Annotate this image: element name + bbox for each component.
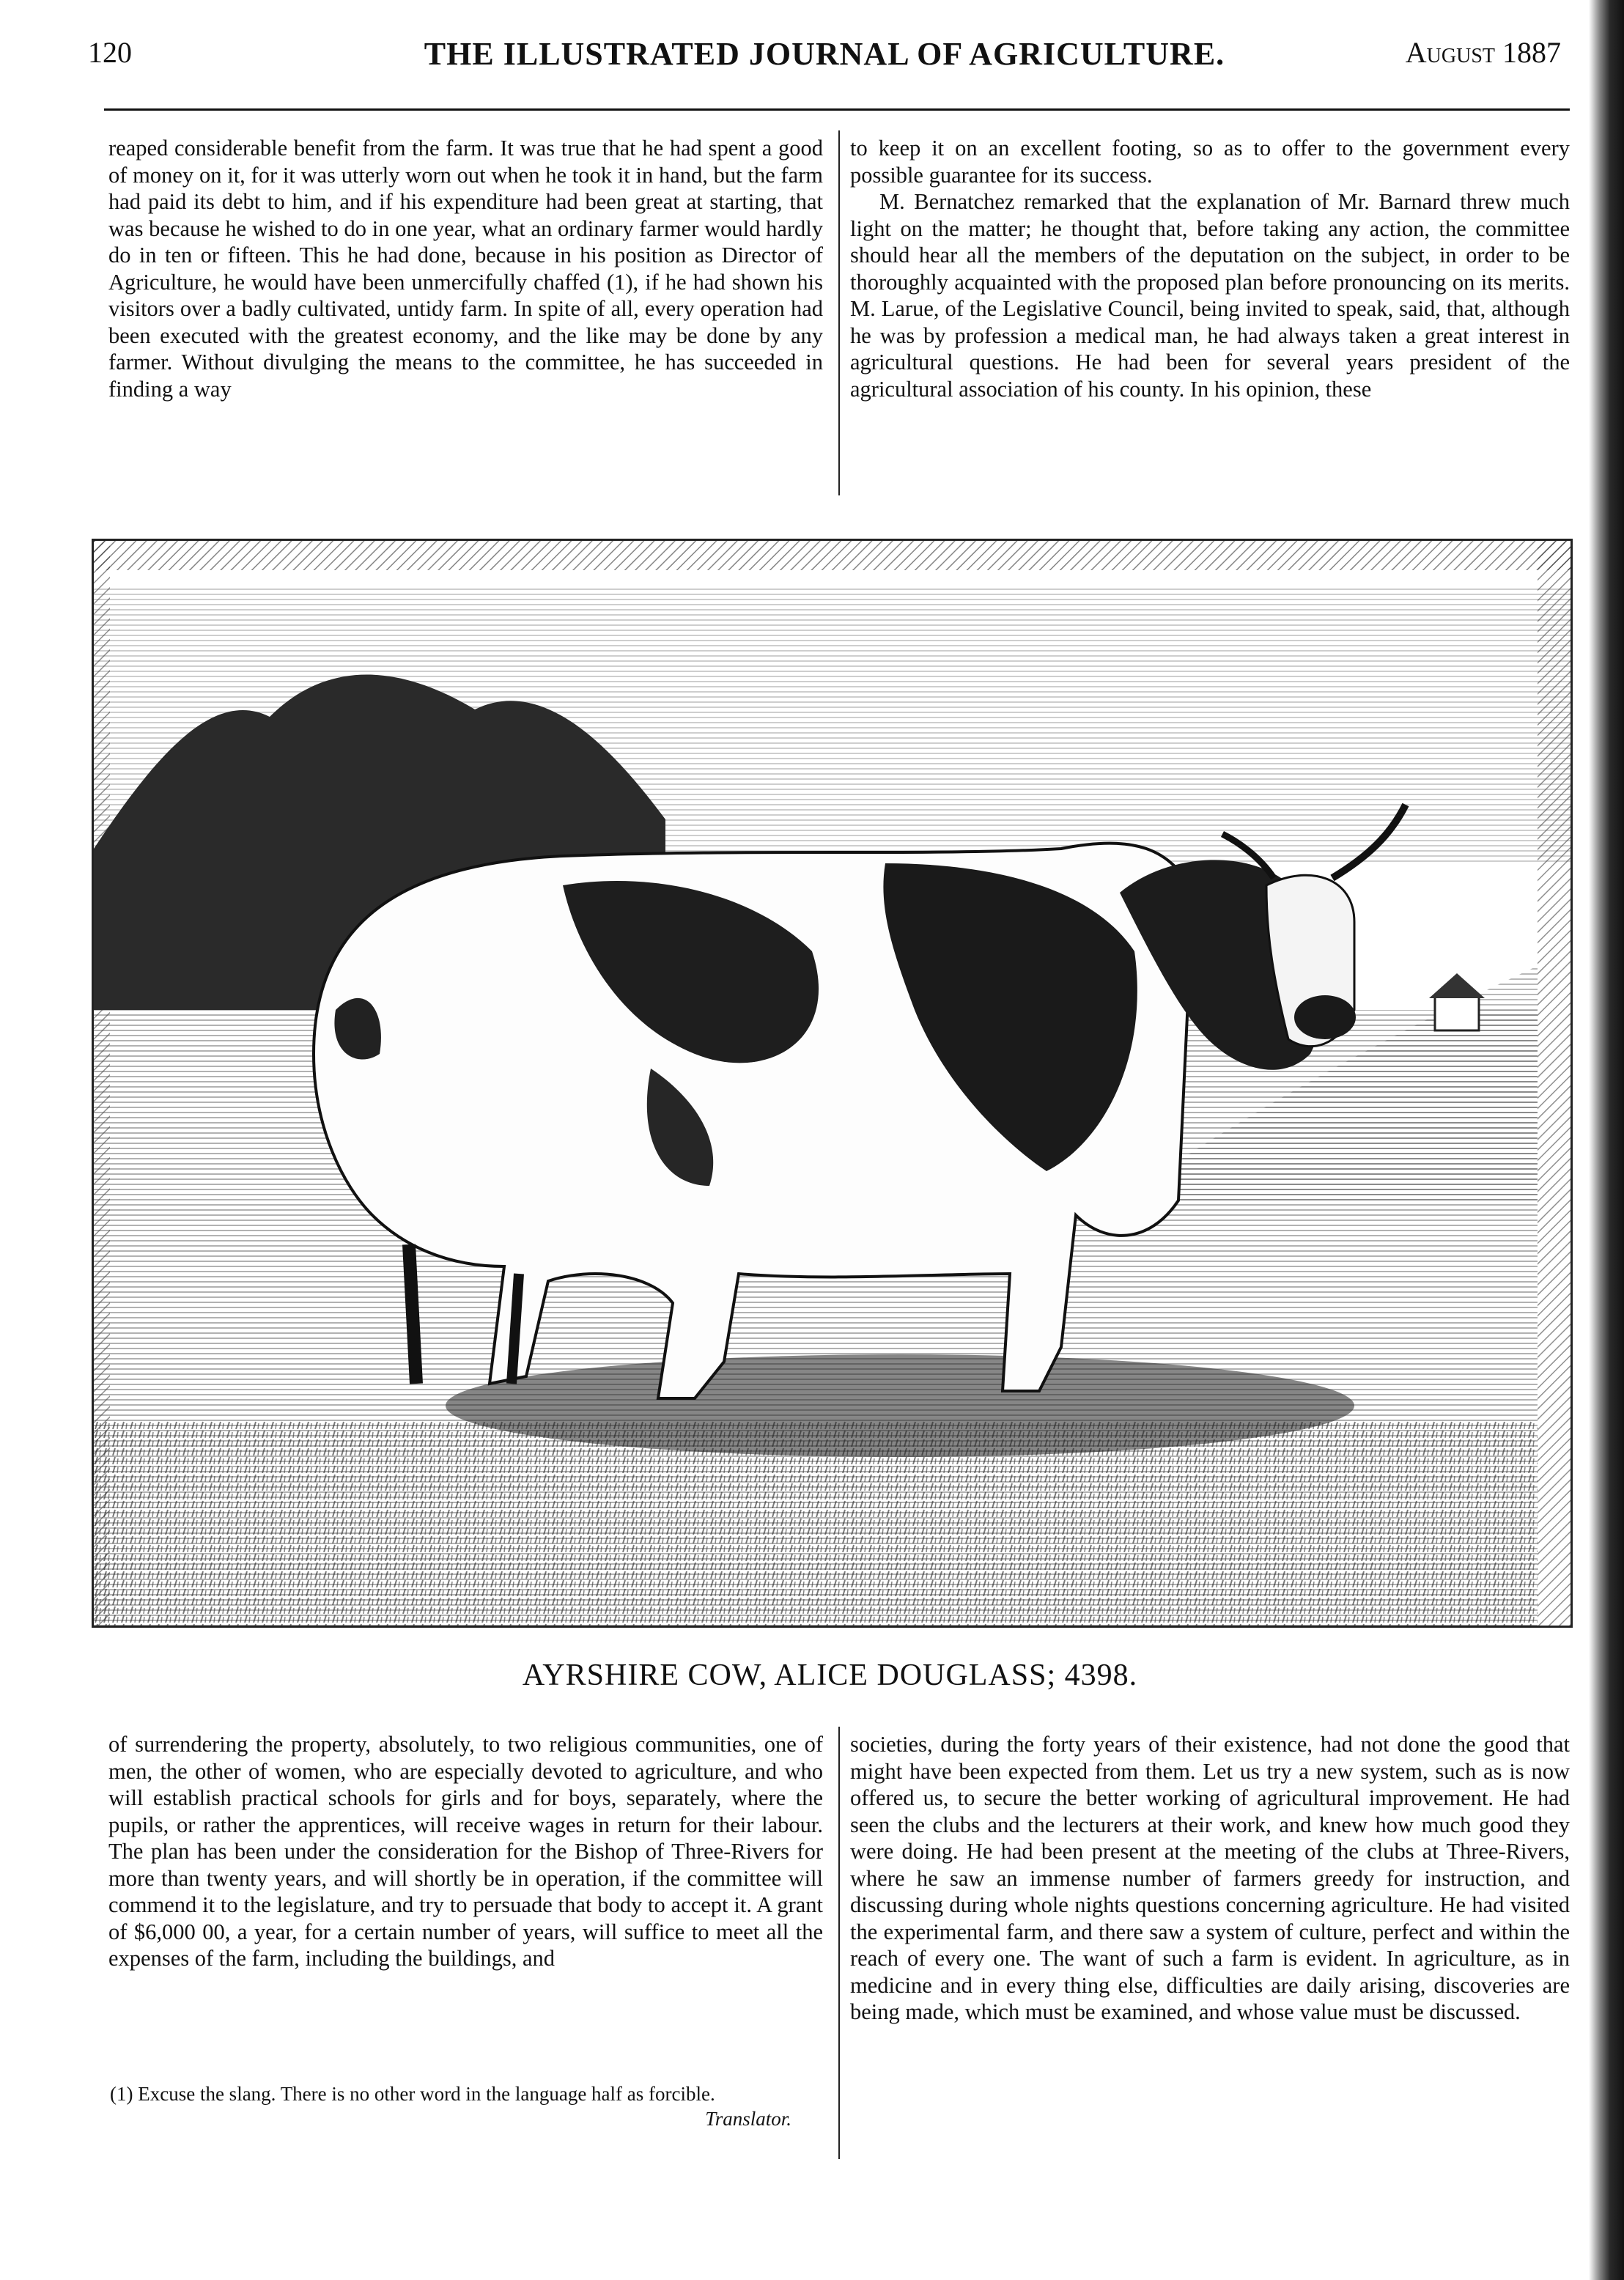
top-left-column xyxy=(108,135,823,402)
issue-date: August 1887 xyxy=(1405,36,1561,69)
cow-engraving-svg xyxy=(94,541,1571,1626)
bottom-left-column xyxy=(108,1731,823,1972)
footnote-signature: Translator. xyxy=(705,2108,791,2130)
footnote xyxy=(110,2081,791,2131)
page-header xyxy=(88,35,1561,79)
column-divider-bottom xyxy=(838,1727,840,2159)
journal-title: THE ILLUSTRATED JOURNAL OF AGRICULTURE. xyxy=(424,36,1225,72)
top-left-text: reaped considerable benefit from the farm. It was true that he had spent a good of money on it, for it was utterly worn out when he took it in hand, but the farm had paid its debt to him, and if his expenditure had been great at starting, that was because he wished to do in one year, what an ordinary farmer would hardly do in ten or fifteen. This he had done, because in his position as Director of Agriculture, he would have been unmercifully chaffed (1), if he had shown his visitors over a badly cultivated, untidy farm. In spite of all, every operation had been executed with the greatest economy, and the like may be done by any farmer. Without divulging the means to the committee, he has succeeded in finding a way xyxy=(108,136,823,402)
bottom-left-text: of surrendering the property, absolutely, to two religious communities, one of men, the other of women, who are especially devoted to agriculture, and who will establish practical schools for girls and for boys, separately, where the pupils, or rather the apprentices, will receive wages in return for their labour. The plan has been under the consideration for the Bishop of Three-Rivers for more than twenty years, and will shortly be in operation, if the committee will commend it to the legislature, and try to persuade that body to accept it. A grant of $6,000 00, a year, for a certain number of years, will suffice to meet all the expenses of the farm, including the buildings, and xyxy=(108,1732,823,1971)
top-right-paragraph-1: to keep it on an excellent footing, so as to offer to the government every possible guarantee for its success. xyxy=(850,136,1570,188)
figure-caption: AYRSHIRE COW, ALICE DOUGLASS; 4398. xyxy=(522,1659,1138,1692)
top-right-paragraph-2: M. Bernatchez remarked that the explanation of Mr. Barnard threw much light on the matter; he thought that, before taking any action, the committee should hear all the members of the deputation on the subject, in order to be thoroughly acquainted with the proposed plan before pronouncing on its merits. M. Larue, of the Legislative Council, being invited to speak, said, that, although he was by profession a medical man, he had always taken a great interest in agricultural questions. He had been for several years president of the agricultural association of his county. In his opinion, these xyxy=(850,189,1570,402)
page-number: 120 xyxy=(88,36,132,69)
footnote-text: (1) Excuse the slang. There is no other word in the language half as forcible. xyxy=(110,2083,715,2105)
top-right-column xyxy=(850,135,1570,402)
column-divider-top xyxy=(838,130,840,495)
scan-edge-shadow xyxy=(1589,0,1624,2280)
header-rule xyxy=(104,108,1570,111)
bottom-right-text: societies, during the forty years of their existence, had not done the good that might have been expected from them. Let us try a new system, such as is now offered us, to secure the better working of agricultural improvement. He had seen the clubs and the lecturers at their work, and knew how much good they were doing. He had been present at the meeting of the clubs at Three-Rivers, where he saw an immense number of farmers greedy for instruction, and discussing during whole nights questions concerning agriculture. He had visited the experimental farm, and there saw a system of culture, perfect and within the reach of every one. The want of such a farm is evident. In agriculture, as in medicine and in every thing else, difficulties are daily arising, discoveries are being made, which must be examined, and whose value must be discussed. xyxy=(850,1732,1570,2024)
ayrshire-cow-engraving xyxy=(92,539,1573,1628)
bottom-right-column xyxy=(850,1731,1570,2026)
